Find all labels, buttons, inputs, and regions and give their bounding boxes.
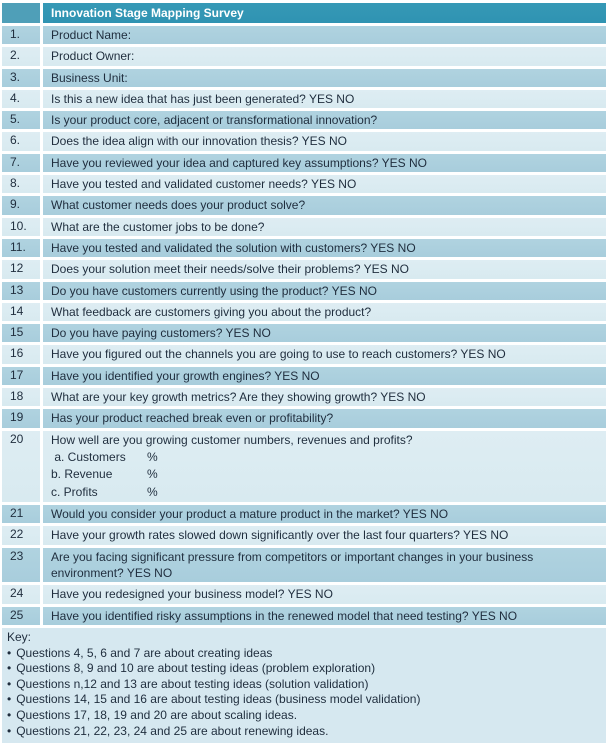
row-question-text: Have you redesigned your business model? YES NO [51,587,333,602]
subitem-percent: % [147,467,158,482]
key-item-text: Questions 21, 22, 23, 24 and 25 are about renewing ideas. [16,723,329,738]
table-row [2,303,606,321]
row-question-text: Have you identified risky assumptions in the renewed model that need testing? YES NO [51,608,518,623]
subitem-percent: % [147,484,158,499]
key-item-text: Questions 17, 18, 19 and 20 are about scaling ideas. [16,707,298,722]
table-row [2,324,606,342]
table-row [2,111,606,129]
row-question [43,303,606,321]
row-question [43,260,606,278]
table-title: Innovation Stage Mapping Survey [43,3,606,23]
row-number: 23 [2,548,40,583]
row-question [43,90,606,108]
row-number: 4. [2,90,40,108]
key-item [7,677,600,693]
key-item-text: Questions n,12 and 13 are about testing ideas (solution validation) [16,676,369,691]
bullet-icon: • [7,676,12,691]
table-row [2,47,606,65]
table-row [2,585,606,603]
row-question [43,239,606,257]
row-question-text: Is this a new idea that has just been generated? YES NO [51,91,355,106]
table-row [2,196,606,214]
bullet-icon: • [7,661,12,676]
row-number: 25 [2,607,40,625]
row-question-text: Have you figured out the channels you are going to use to reach customers? YES NO [51,347,506,362]
row-question-text: What customer needs does your product solve? [51,198,306,213]
row-question-text: Do you have customers currently using the product? YES NO [51,283,377,298]
key-item [7,646,600,662]
table-row [2,431,606,503]
row-question-text: Product Name: [51,28,132,42]
subitem-percent: % [147,449,158,464]
row-question [43,548,606,583]
row-question [43,431,606,503]
subitem-line [51,484,600,501]
row-number: 21 [2,505,40,523]
key-item-text: Questions 8, 9 and 10 are about testing ideas (problem exploration) [16,661,376,676]
row-question [43,111,606,129]
row-question [43,345,606,363]
row-number: 20 [2,431,40,503]
row-question [43,26,606,44]
bullet-icon: • [7,707,12,722]
row-question [43,196,606,214]
subitem-line [51,449,600,466]
table-row [2,607,606,625]
table-row [2,367,606,385]
row-number: 6. [2,132,40,150]
row-number: 11. [2,239,40,257]
table-row [2,505,606,523]
table-row [2,239,606,257]
key-item [7,661,600,677]
table-body [2,26,606,625]
row-question [43,69,606,87]
key-item [7,708,600,724]
key-items [7,646,600,740]
row-question [43,47,606,65]
row-number: 15 [2,324,40,342]
row-question [43,367,606,385]
row-question [43,585,606,603]
table-row [2,282,606,300]
row-number: 12 [2,260,40,278]
key-item [7,724,600,740]
row-question-text: Do you have paying customers? YES NO [51,326,271,341]
row-question-text: Does the idea align with our innovation thesis? YES NO [51,134,347,149]
row-number: 22 [2,526,40,544]
row-question-text: Have you reviewed your idea and captured key assumptions? YES NO [51,155,427,170]
row-question [43,607,606,625]
row-number: 9. [2,196,40,214]
row-question-text: What feedback are customers giving you about the product? [51,304,372,319]
table-row [2,175,606,193]
bullet-icon: • [7,645,12,660]
table-row [2,132,606,150]
row-number: 13 [2,282,40,300]
row-question-text: Has your product reached break even or profitability? [51,411,334,426]
table-row [2,409,606,427]
row-question [43,505,606,523]
row-question [43,526,606,544]
bullet-icon: • [7,723,12,738]
row-number: 14 [2,303,40,321]
row-question-text: What are the customer jobs to be done? [51,219,265,234]
bullet-icon: • [7,692,12,707]
table-row [2,90,606,108]
row-question-text: How well are you growing customer numbers, revenues and profits? [51,432,413,447]
table-row [2,69,606,87]
row-question-text: Product Owner: [51,49,135,64]
row-number: 1. [2,26,40,44]
table-header-row [2,3,606,23]
row-question-text: Have you identified your growth engines? YES NO [51,368,320,383]
table-row [2,154,606,172]
row-question-text: What are your key growth metrics? Are they showing growth? YES NO [51,390,426,405]
row-number: 7. [2,154,40,172]
row-question-text: Have your growth rates slowed down significantly over the last four quarters? YES NO [51,528,509,543]
table-row [2,260,606,278]
row-number: 16 [2,345,40,363]
key-item-text: Questions 4, 5, 6 and 7 are about creating ideas [16,645,273,660]
header-number-cell [2,3,40,23]
row-question [43,132,606,150]
row-question [43,154,606,172]
row-question-text: Have you tested and validated the solution with customers? YES NO [51,240,416,255]
row-question [43,324,606,342]
key-item-text: Questions 14, 15 and 16 are about testing ideas (business model validation) [16,692,421,707]
row-number: 17 [2,367,40,385]
table-row [2,548,606,583]
row-number: 5. [2,111,40,129]
row-question-text: Have you tested and validated customer needs? YES NO [51,177,357,192]
row-subitems [51,449,600,501]
row-number: 24 [2,585,40,603]
row-question-text: Is your product core, adjacent or transformational innovation? [51,113,378,128]
subitem-label: a. Customers [51,449,126,464]
row-question [43,282,606,300]
row-number: 8. [2,175,40,193]
row-number: 2. [2,47,40,65]
row-question-text: Does your solution meet their needs/solve their problems? YES NO [51,262,409,277]
row-question-text: Business Unit: [51,70,128,85]
key-title: Key: [7,629,32,644]
table-row [2,388,606,406]
row-question [43,409,606,427]
row-number: 3. [2,69,40,87]
subitem-label: c. Profits [51,484,98,499]
row-question-text: Are you facing significant pressure from competitors or important changes in your business environment? YES NO [51,549,534,581]
table-row [2,218,606,236]
table-row [2,526,606,544]
subitem-label: b. Revenue [51,467,113,482]
row-number: 10. [2,218,40,236]
key-item [7,692,600,708]
row-question [43,175,606,193]
row-question-text: Would you consider your product a mature product in the market? YES NO [51,507,449,522]
row-number: 19 [2,409,40,427]
subitem-line [51,466,600,483]
table-row [2,26,606,44]
row-question [43,218,606,236]
row-number: 18 [2,388,40,406]
key-section [2,628,606,743]
row-question [43,388,606,406]
table-row [2,345,606,363]
